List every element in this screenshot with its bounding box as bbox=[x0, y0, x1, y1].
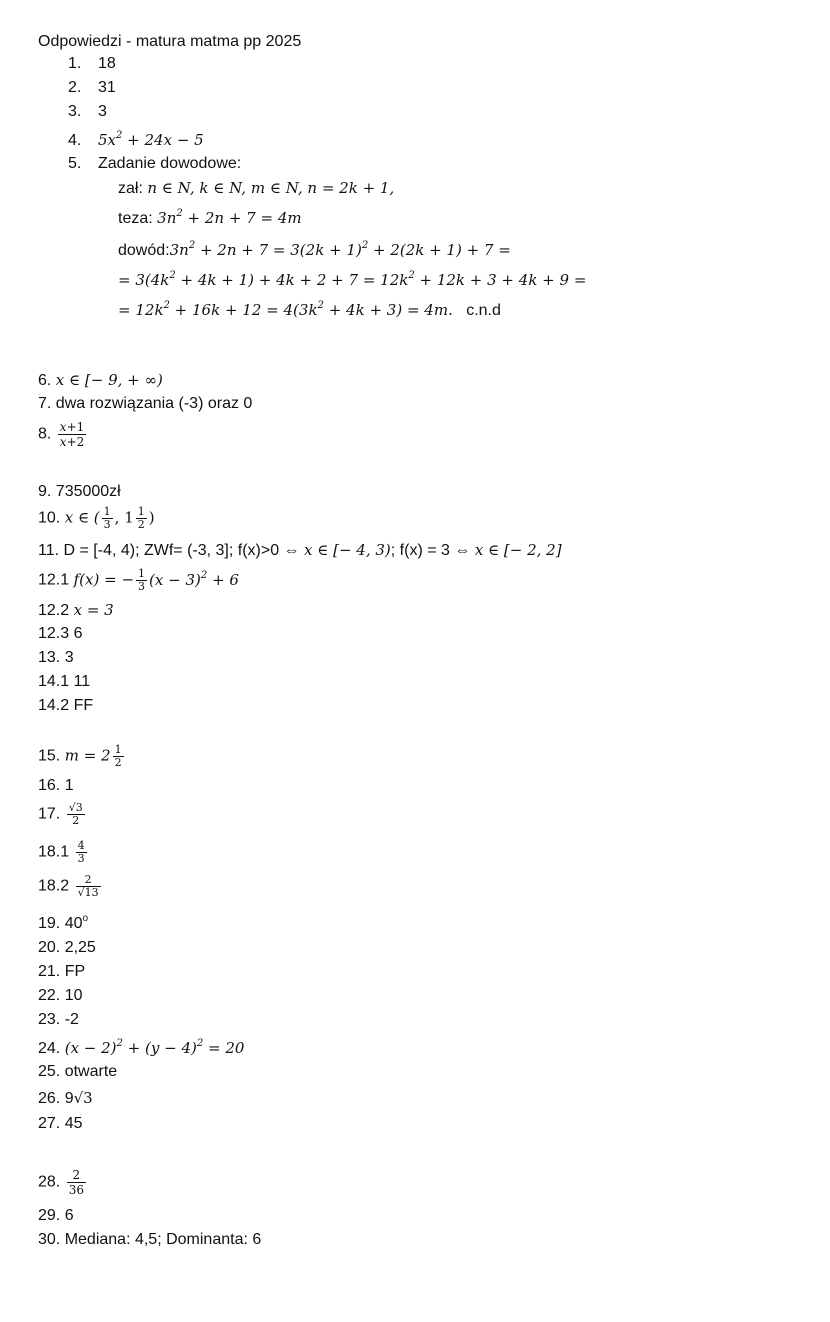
answer-3: 3. 3 bbox=[68, 103, 107, 120]
answer-21: 21. FP bbox=[38, 963, 86, 980]
answer-12-1: 12.1 f(x) = − $\frac{1}{3}$ $(x - 3)^2 + 6$ bbox=[38, 567, 239, 593]
answer-13: 13. 3 bbox=[38, 649, 74, 666]
document-title: Odpowiedzi - matura matma pp 2025 bbox=[38, 33, 302, 50]
answer-28: 28. $\frac{2}{36}$ bbox=[38, 1168, 84, 1197]
answer-10: 10. x ∈ ( $\frac{1}{3}$ , 1 $\frac{1}{2}$ ) bbox=[38, 505, 155, 531]
proof-line-2: = $3(4k^2 + 4k + 1) + 4k + 2 + 7 = 12k^2 + 12k + 3 + 4k + 9$ = bbox=[118, 270, 587, 289]
answer-24: 24. $(x - 2)^2 + (y - 4)^2 = 20$ bbox=[38, 1038, 245, 1057]
answer-23: 23. -2 bbox=[38, 1011, 79, 1028]
answer-18-1: 18.1 $\frac{4}{3}$ bbox=[38, 839, 85, 865]
answer-26: 26. 9√3 bbox=[38, 1089, 93, 1107]
answer-29: 29. 6 bbox=[38, 1207, 74, 1224]
answer-16: 16. 1 bbox=[38, 777, 74, 794]
answer-4: 4. $5x^2 + 24x - 5$ bbox=[68, 130, 204, 149]
answer-6: 6. x ∈ [− 9, + ∞) bbox=[38, 371, 163, 389]
proof-assumption: zał: n ∈ N, k ∈ N, m ∈ N, n = 2k + 1, bbox=[118, 179, 395, 197]
answer-20: 20. 2,25 bbox=[38, 939, 96, 956]
answer-2: 2. 31 bbox=[68, 79, 116, 96]
answer-14-1: 14.1 11 bbox=[38, 673, 91, 690]
answer-30: 30. Mediana: 4,5; Dominanta: 6 bbox=[38, 1231, 262, 1248]
answer-11: 11. D = [-4, 4); ZWf= (-3, 3]; f(x)>0 ⇔ x ∈ [− 4, 3); f(x) = 3 ⇔ x ∈ [− 2, 2] bbox=[38, 541, 562, 559]
answer-5: 5. Zadanie dowodowe: bbox=[68, 155, 242, 172]
proof-thesis: teza: $3n^2 + 2n + 7 = 4m$ bbox=[118, 208, 302, 227]
answer-7: 7. dwa rozwiązania (-3) oraz 0 bbox=[38, 395, 253, 412]
answer-1: 1. 18 bbox=[68, 55, 116, 72]
answer-8: 8. $\frac{x+1}{x+2}$ bbox=[38, 420, 85, 449]
answer-17: 17. $\frac{√3}{2}$ bbox=[38, 801, 83, 827]
answer-9: 9. 735000zł bbox=[38, 483, 121, 500]
answer-15: 15. m = 2 $\frac{1}{2}$ bbox=[38, 743, 122, 769]
answer-12-2: 12.2 x = 3 bbox=[38, 601, 114, 619]
answer-12-3: 12.3 6 bbox=[38, 625, 83, 642]
answer-22: 22. 10 bbox=[38, 987, 83, 1004]
answer-14-2: 14.2 FF bbox=[38, 697, 94, 714]
proof-line-1: $dowód:3n^2 + 2n + 7 = 3(2k + 1)^2 + 2(2k + 1) + 7$ = bbox=[118, 240, 511, 259]
answer-19: 19. 40$^o$ bbox=[38, 913, 89, 932]
answer-27: 27. 45 bbox=[38, 1115, 83, 1132]
answer-25: 25. otwarte bbox=[38, 1063, 118, 1080]
answer-18-2: 18.2 $\frac{2}{√13}$ bbox=[38, 873, 99, 899]
proof-line-3: = $12k^2 + 16k + 12 = 4(3k^2 + 4k + 3) = 4m$. c.n.d bbox=[118, 300, 501, 319]
